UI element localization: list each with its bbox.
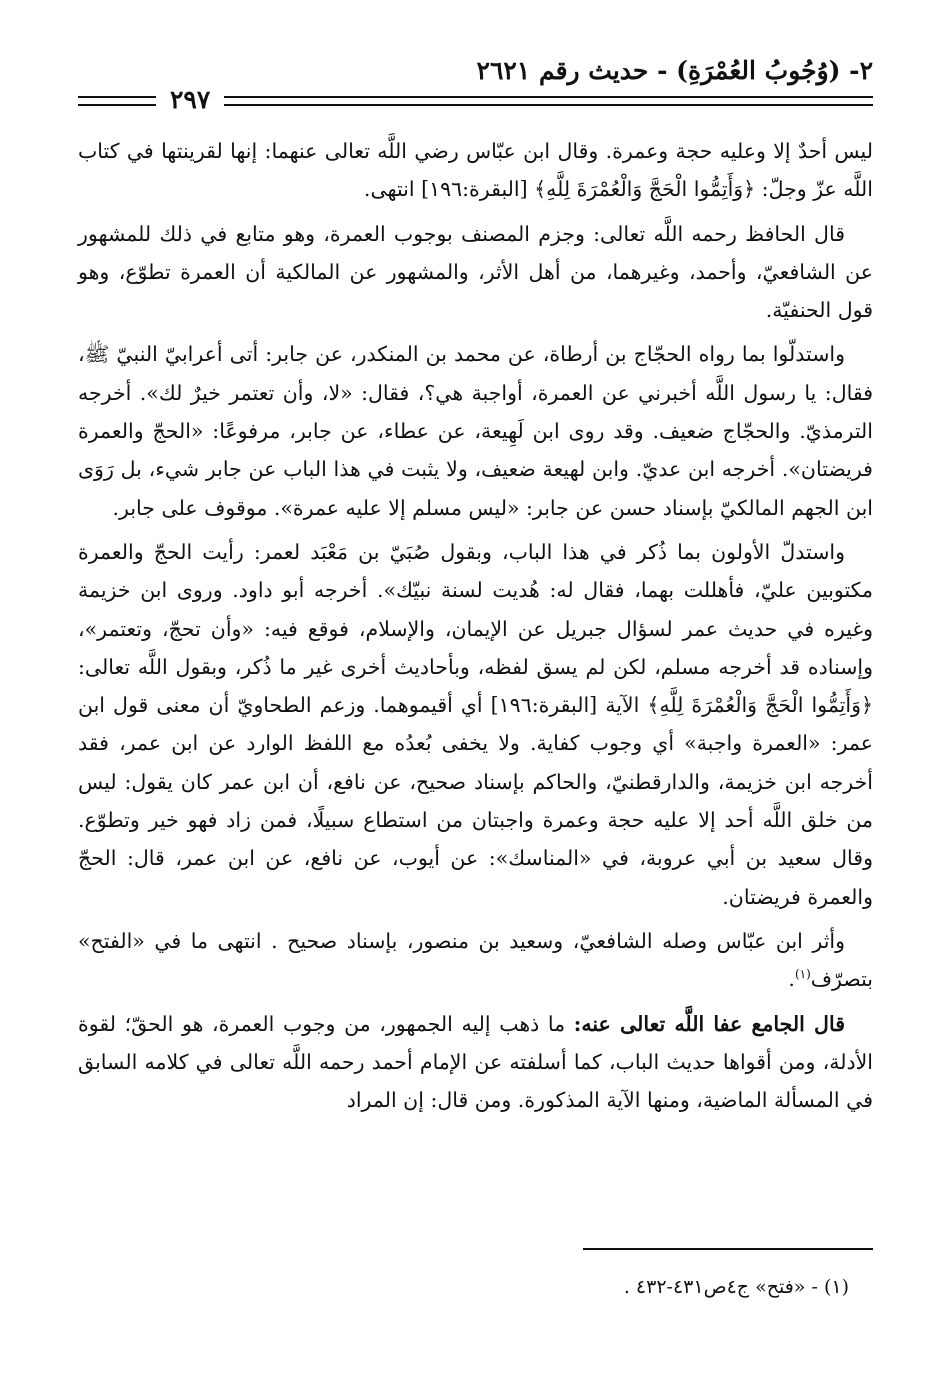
footnote-rule xyxy=(583,1248,873,1250)
footnote xyxy=(624,1276,849,1298)
main-text xyxy=(78,132,873,1125)
paragraph-end: . xyxy=(788,967,795,992)
paragraph xyxy=(78,922,873,999)
running-header-title: ٢- (وُجُوبُ العُمْرَةِ) - حديث رقم ٢٦٢١ xyxy=(476,56,873,85)
paragraph: قال الحافظ رحمه اللَّه تعالى: وجزم المصنف بوجوب العمرة، وهو متابع في ذلك للمشهور عن الشافعيّ، وأحمد، وغيرهما، من أهل الأثر، والمشهور عن المالكية أن العمرة تطوّع، وهو قول الحنفيّة. xyxy=(78,221,873,323)
footnote-text: - «فتح» ج٤ص٤٣١-٤٣٢ . xyxy=(623,1276,818,1298)
paragraph: ليس أحدٌ إلا وعليه حجة وعمرة. وقال ابن عبّاس رضي اللَّه تعالى عنهما: إنها لقرينتها في كتاب اللَّه عزّ وجلّ: ﴿وَأَتِمُّوا الْحَجَّ وَالْعُمْرَةَ لِلَّهِ﴾ [البقرة:١٩٦] انتهى. xyxy=(78,139,873,202)
paragraph-text: ما ذهب إليه الجمهور، من وجوب العمرة، هو الحقّ؛ لقوة الأدلة، ومن أقواها حديث الباب، كما أسلفته عن الإمام أحمد رحمه اللَّه تعالى في كلامه السابق في المسألة الماضية، ومنها الآية المذكورة. ومن قال: إن المراد xyxy=(78,1011,873,1113)
paragraph xyxy=(78,1005,873,1120)
paragraph: واستدلّ الأولون بما ذُكر في هذا الباب، وبقول صُبَيّ بن مَعْبَد لعمر: رأيت الحجّ والعمرة مكتوبين عليّ، فأهللت بهما، فقال له: هُديت لسنة نبيّك». أخرجه أبو داود. وروى ابن خزيمة وغيره في حديث عمر لسؤال جبريل عن الإيمان، والإسلام، فوقع فيه: «وأن تحجّ، وتعتمر»، وإسناده قد أخرجه مسلم، لكن لم يسق لفظه، وبأحاديث أخرى غير ما ذُكر، وبقول اللَّه تعالى: ﴿وَأَتِمُّوا الْحَجَّ وَالْعُمْرَةَ لِلَّهِ﴾ الآية [البقرة:١٩٦] أي أقيموهما. وزعم الطحاويّ أن معنى قول ابن عمر: «العمرة واجبة» أي وجوب كفاية. ولا يخفى بُعدُه مع اللفظ الوارد عن ابن عمر، فقد أخرجه ابن خزيمة، والدارقطنيّ، والحاكم بإسناد صحيح، عن نافع، أن ابن عمر كان يقول: ليس من خلق اللَّه أحد إلا عليه حجة وعمرة واجبتان من استطاع سبيلًا، فمن زاد فهو خير وتطوّع. وقال سعيد بن أبي عروبة، في «المناسك»: عن أيوب، عن نافع، عن ابن عمر، قال: الحجّ والعمرة فريضتان. xyxy=(78,539,873,909)
paragraph-text: وأثر ابن عبّاس وصله الشافعيّ، وسعيد بن منصور، بإسناد صحيح . انتهى ما في «الفتح» بتصرّف xyxy=(78,928,873,992)
page-number: ٢٩٧ xyxy=(156,86,224,114)
compiler-note-lead: قال الجامع عفا اللَّه تعالى عنه: xyxy=(573,1011,845,1036)
footnote-reference[interactable]: (١) xyxy=(794,967,811,982)
footnote-marker: (١) xyxy=(823,1276,849,1298)
paragraph: واستدلّوا بما رواه الحجّاج بن أرطاة، عن محمد بن المنكدر، عن جابر: أتى أعرابيّ النبيّ ﷺ، فقال: يا رسول اللَّه أخبرني عن العمرة، أواجبة هي؟، فقال: «لا، وأن تعتمر خيرٌ لك». أخرجه الترمذيّ. والحجّاج ضعيف. وقد روى ابن لَهِيعة، عن عطاء، عن جابر، مرفوعًا: «الحجّ والعمرة فريضتان». أخرجه ابن عديّ. وابن لهيعة ضعيف، ولا يثبت في هذا الباب عن جابر شيء، بل رَوَى ابن الجهم المالكيّ بإسناد حسن عن جابر: «ليس مسلم إلا عليه عمرة». موقوف على جابر. xyxy=(78,342,873,520)
